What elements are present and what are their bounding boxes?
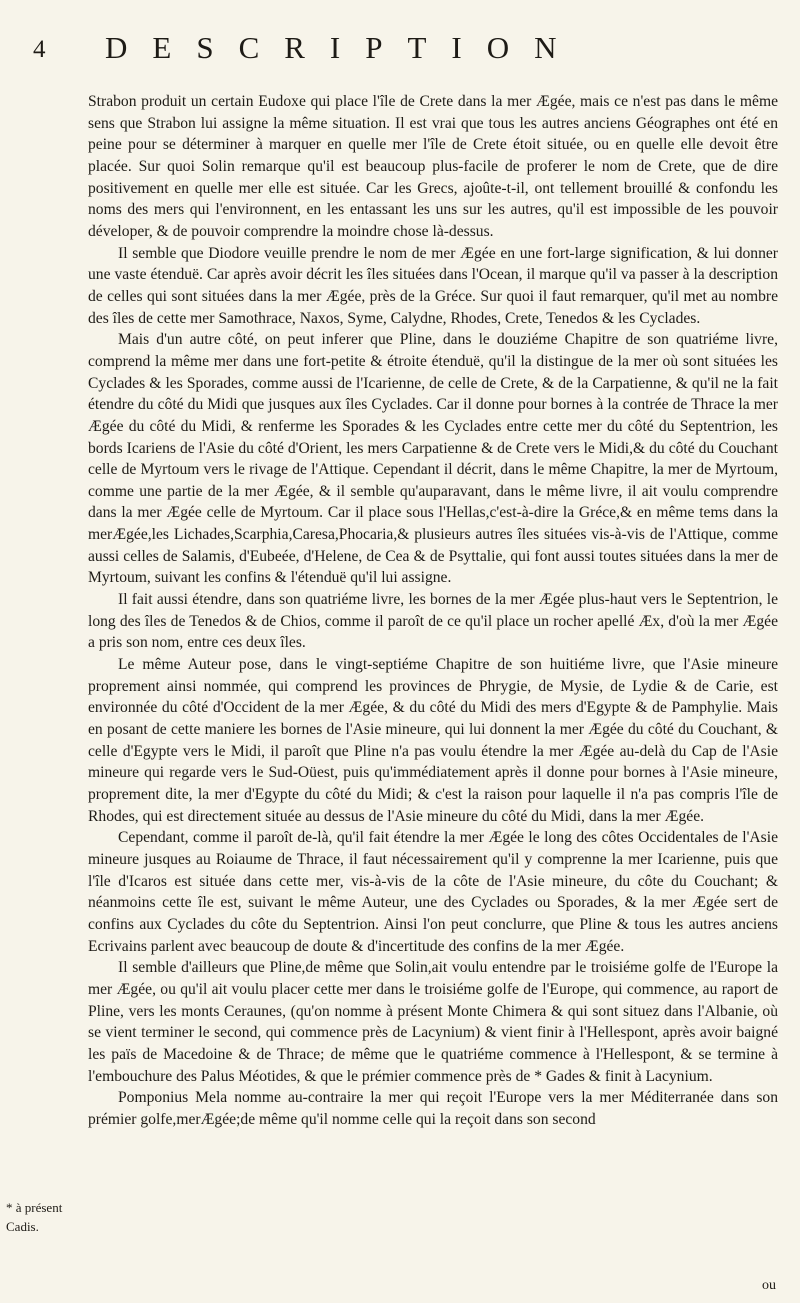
- paragraph: Il semble d'ailleurs que Pline,de même que Solin,ait voulu entendre par le troisiéme golfe de l'Europe la mer Ægée, ou qu'il ait voulu placer cette mer dans le troisiéme golfe de l'Europe, qui commence, au raport de Pline, vers les monts Ceraunes, (qu'on nomme à présent Monte Chimera & qui sont situez dans l'Albanie, où se vient terminer le second, qui commence près de Lacynium) & vient finir à l'Hellespont, après avoir baigné les païs de Macedoine & de Thrace; de même que le quatriéme commence à l'Hellespont, & se termine à l'embouchure des Palus Méotides, & que le prémier commence près de * Gades & finit à Lacynium.: [88, 959, 778, 1085]
- page-header: [0, 30, 800, 74]
- paragraph: Mais d'un autre côté, on peut inferer que Pline, dans le douziéme Chapitre de son quatriéme livre, comprend la même mer dans une fort-petite & étroite étenduë, qu'il la distingue de la mer où sont situées les Cyclades & les Sporades, comme aussi de l'Icarienne, de celle de Crete, & de la Carpatienne, & qu'il ne la fait étendre du côté du Midi que jusques aux îles Cyclades. Car il donne pour bornes à la contrée de Thrace la mer Ægée du côté du Midi, & renferme les Sporades & les Cyclades entre cette mer du côté du Septentrion, les bords Icariens de l'Asie du côté d'Orient, les mers Carpatienne & de Crete vers le Midi,& du côté du Couchant celle de Myrtoum vers le rivage de l'Attique. Cependant il décrit, dans le même Chapitre, la mer de Myrtoum, comme une partie de la mer Ægée, & il semble qu'auparavant, dans le même livre, il ait voulu comprendre dans la mer Ægée celle de Myrtoum. Car il place sous l'Hellas,c'est-à-dire la Gréce,& en même tems dans la merÆgée,les Lichades,Scarphia,Caresa,Phocaria,& plusieurs autres îles situées vis-à-vis de l'Attique, comme aussi celles de Salamis, d'Eubeée, d'Helene, de Cea & de Psyttalie, qui font aussi toutes situées dans la mer de Myrtoum, suivant les confins & l'étenduë qu'il lui assigne.: [88, 331, 778, 587]
- text-body: [88, 91, 778, 1131]
- catchword: ou: [762, 1278, 776, 1293]
- margin-note: [6, 1198, 86, 1236]
- paragraph: Strabon produit un certain Eudoxe qui place l'île de Crete dans la mer Ægée, mais ce n'est pas dans le même sens que Strabon lui assigne la même situation. Il est vrai que tous les autres anciens Géographes ont été en peine pour se déterminer à marquer en quelle mer l'île de Crete étoit située, ou en quelle elle devoit être placée. Sur quoi Solin remarque qu'il est beaucoup plus-facile de proferer le nom de Crete, que de dire positivement en quelle mer elle est située. Car les Grecs, ajoûte-t-il, ont tellement brouillé & confondu les noms des mers qui l'environnent, en les entassant les uns sur les autres, qu'il est impossible de les pouvoir déveloper, & de pouvoir comprendre la moindre chose là-dessus.: [88, 93, 778, 240]
- margin-note-line: * à présent: [6, 1200, 63, 1215]
- paragraph: Il semble que Diodore veuille prendre le nom de mer Ægée en une fort-large signification, & lui donner une vaste étenduë. Car après avoir décrit les îles situées dans l'Ocean, il marque qu'il va passer à la description de celles qui sont situées dans la mer Ægée, près de la Gréce. Sur quoi il faut remarquer, qu'il met au nombre des îles de cette mer Samothrace, Naxos, Syme, Calydne, Rhodes, Crete, Tenedos & les Cyclades.: [88, 244, 778, 327]
- paragraph: Le même Auteur pose, dans le vingt-septiéme Chapitre de son huitiéme livre, que l'Asie mineure proprement ainsi nommée, qui comprend les provinces de Phrygie, de Mysie, de Lydie & de Carie, est environnée du côté d'Occident de la mer Ægée, & du côté du Midi des mers d'Egypte & de Pamphylie. Mais en posant de cette maniere les bornes de l'Asie mineure, qui lui donnent la mer Ægée du côté du Couchant, & celle d'Egypte vers le Midi, il paroît que Pline n'a pas voulu étendre la mer Ægée au-delà du Cap de l'Asie mineure qui regarde vers le Sud-Oüest, puis qu'immédiatement après il donne pour bornes à l'Asie mineure, proprement dite, la mer d'Egypte du côté du Midi; & c'est la raison pour laquelle il n'a pas compris l'île de Rhodes, qui est directement située au dessus de l'Asie mineure du côté du Midi, dans la mer Ægée.: [88, 656, 778, 825]
- paragraph: Il fait aussi étendre, dans son quatriéme livre, les bornes de la mer Ægée plus-haut vers le Septentrion, le long des îles de Tenedos & de Chios, comme il paroît de ce qu'il place un rocher apellé Æx, d'où la mer Ægée a pris son nom, entre ces deux îles.: [88, 591, 778, 652]
- running-title: DESCRIPTION: [105, 30, 582, 65]
- margin-note-line: Cadis.: [6, 1219, 39, 1234]
- paragraph: Cependant, comme il paroît de-là, qu'il fait étendre la mer Ægée le long des côtes Occidentales de l'Asie mineure jusques au Roiaume de Thrace, il faut nécessairement qu'il y comprenne la mer Icarienne, puis que l'île d'Icaros est située dans cette mer, vis-à-vis de la côte de l'Asie mineure, du côte du Couchant; & néanmoins cette île est, suivant le même Auteur, une des Cyclades ou Sporades, & la mer Ægée sert de confins aux Cyclades du côte du Septentrion. Ainsi l'on peut conclurre, que Pline & tous les autres anciens Ecrivains parlent avec beaucoup de doute & d'incertitude des confins de la mer Ægée.: [88, 829, 778, 955]
- paragraph: Pomponius Mela nomme au-contraire la mer qui reçoit l'Europe vers la mer Méditerranée dans son prémier golfe,merÆgée;de même qu'il nomme celle qui la reçoit dans son second: [88, 1089, 778, 1128]
- page-number: 4: [33, 36, 46, 63]
